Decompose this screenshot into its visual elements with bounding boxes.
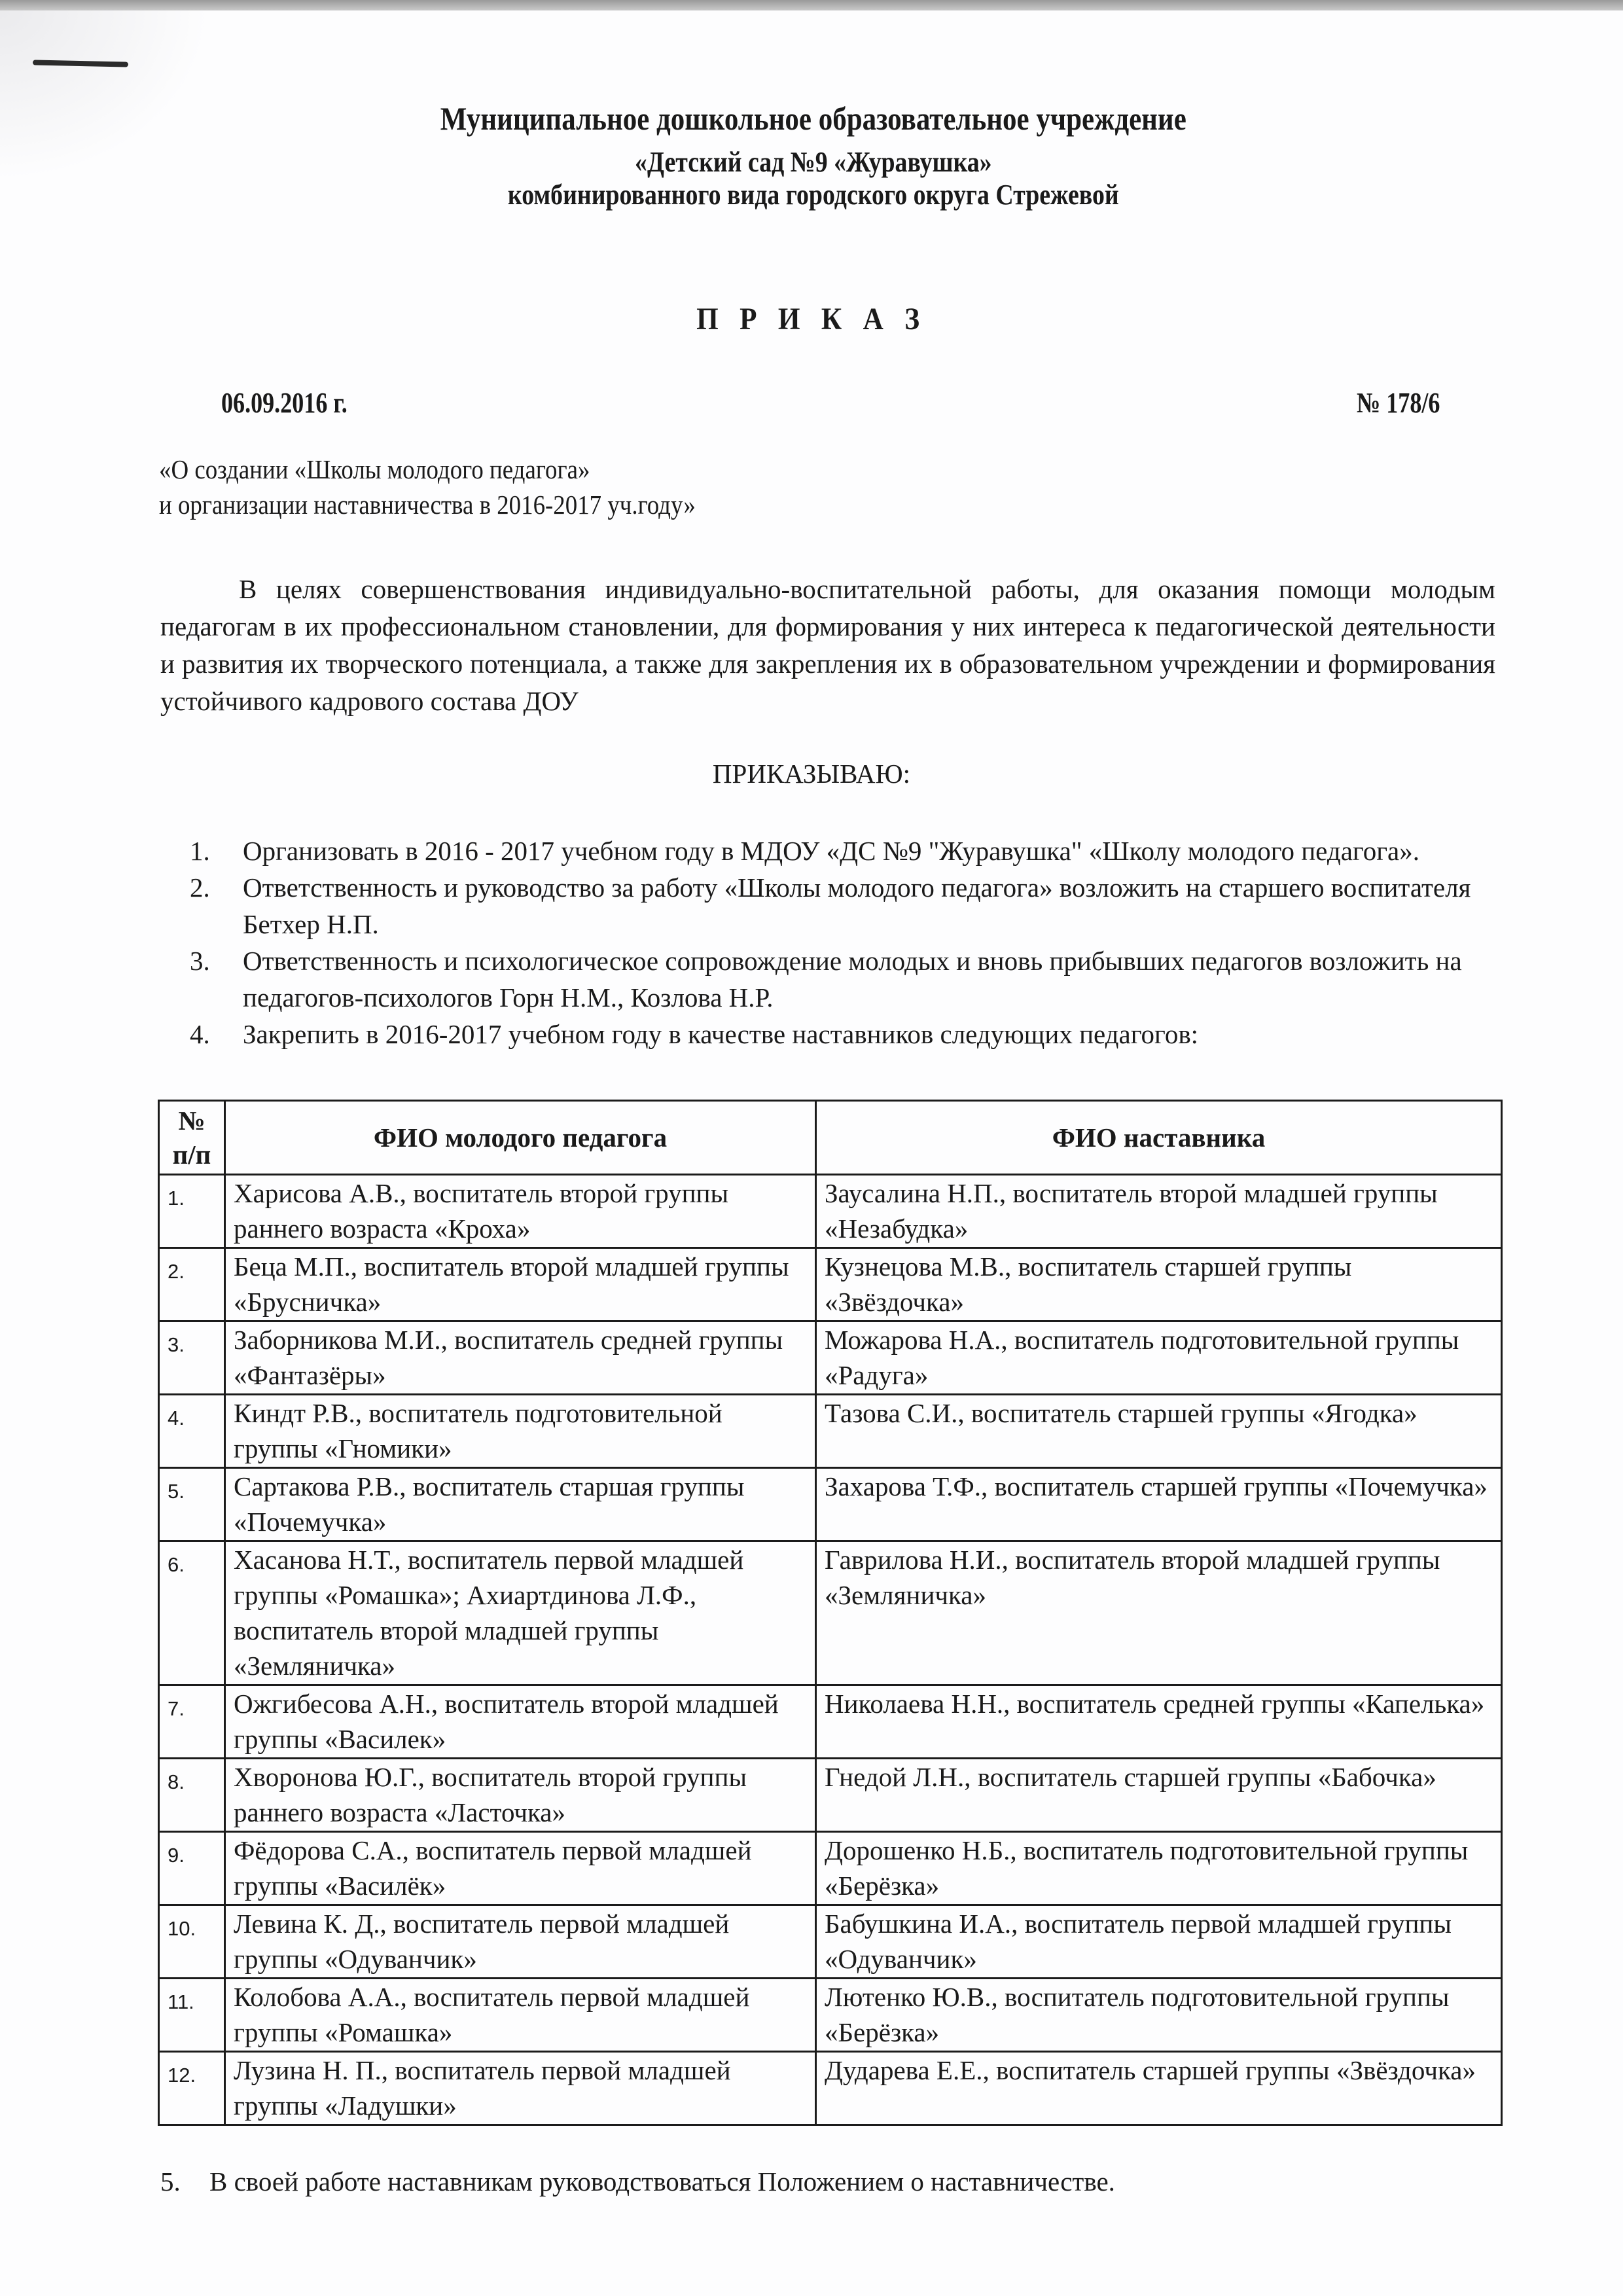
order-item-final [160, 2163, 1115, 2200]
item-text: Закрепить в 2016-2017 учебном году в качестве наставников следующих педагогов: [243, 1019, 1199, 1049]
young-teacher-cell: Беца М.П., воспитатель второй младшей группы «Брусничка» [225, 1248, 816, 1321]
scan-edge-strip [0, 0, 1623, 10]
org-name-line-1: Муниципальное дошкольное образовательное учреждение [440, 100, 1186, 137]
order-items-list [160, 833, 1502, 1052]
young-teacher-cell: Левина К. Д., воспитатель первой младшей группы «Одуванчик» [225, 1905, 816, 1979]
young-teacher-cell: Ожгибесова А.Н., воспитатель второй младшей группы «Василек» [225, 1685, 816, 1759]
mentor-cell: Николаева Н.Н., воспитатель средней группы «Капелька» [816, 1685, 1502, 1759]
header-young-teacher: ФИО молодого педагога [225, 1101, 816, 1175]
young-teacher-cell: Сартакова Р.В., воспитатель старшая группы «Почемучка» [225, 1468, 816, 1541]
mentor-cell: Гнедой Л.Н., воспитатель старшей группы «Бабочка» [816, 1759, 1502, 1832]
order-item [160, 833, 1502, 869]
table-row [159, 1541, 1502, 1685]
row-number: 1. [159, 1175, 225, 1248]
row-number: 8. [159, 1759, 225, 1832]
mentor-cell: Кузнецова М.В., воспитатель старшей группы «Звёздочка» [816, 1248, 1502, 1321]
mentor-cell: Тазова С.И., воспитатель старшей группы «Ягодка» [816, 1395, 1502, 1468]
young-teacher-cell: Харисова А.В., воспитатель второй группы раннего возраста «Кроха» [225, 1175, 816, 1248]
item-text: В своей работе наставникам руководствоваться Положением о наставничестве. [209, 2166, 1115, 2197]
row-number: 3. [159, 1321, 225, 1395]
preamble-paragraph: В целях совершенствования индивидуально-воспитательной работы, для оказания помощи молодым педагогам в их профессиональном становлении, для формирования у них интереса к педагогической деятельности и развития их творческого потенциала, а также для закрепления их в образовательном учреждении и формирования устойчивого кадрового состава ДОУ [160, 574, 1495, 716]
item-number: 3. [190, 946, 210, 976]
young-teacher-cell: Колобова А.А., воспитатель первой младшей группы «Ромашка» [225, 1979, 816, 2052]
order-item [160, 869, 1502, 942]
young-teacher-cell: Фёдорова С.А., воспитатель первой младшей группы «Василёк» [225, 1832, 816, 1905]
table-row [159, 2052, 1502, 2125]
young-teacher-cell: Хворонова Ю.Г., воспитатель второй группы раннего возраста «Ласточка» [225, 1759, 816, 1832]
table-row [159, 1175, 1502, 1248]
item-number: 2. [190, 872, 210, 903]
mentor-cell: Заусалина Н.П., воспитатель второй младшей группы «Незабудка» [816, 1175, 1502, 1248]
row-number: 12. [159, 2052, 225, 2125]
table-row [159, 1468, 1502, 1541]
table-row [159, 1905, 1502, 1979]
mentor-cell: Захарова Т.Ф., воспитатель старшей группы «Почемучка» [816, 1468, 1502, 1541]
row-number: 11. [159, 1979, 225, 2052]
row-number: 6. [159, 1541, 225, 1685]
order-item [160, 1016, 1502, 1052]
item-text: Ответственность и психологическое сопровождение молодых и вновь прибывших педагогов возложить на педагогов-психологов Горн Н.М., Козлова Н.Р. [243, 946, 1462, 1013]
item-text: Организовать в 2016 - 2017 учебном году в МДОУ «ДС №9 "Журавушка" «Школу молодого педагога». [243, 836, 1419, 866]
document-type-title: П Р И К А З [696, 302, 927, 336]
subject-line-2: и организации наставничества в 2016-2017 уч.году» [159, 490, 696, 520]
mentor-cell: Дорошенко Н.Б., воспитатель подготовительной группы «Берёзка» [816, 1832, 1502, 1905]
row-number: 4. [159, 1395, 225, 1468]
young-teacher-cell: Заборникова М.И., воспитатель средней группы «Фантазёры» [225, 1321, 816, 1395]
item-text: Ответственность и руководство за работу «Школы молодого педагога» возложить на старшего воспитателя Бетхер Н.П. [243, 872, 1471, 939]
header-mentor: ФИО наставника [816, 1101, 1502, 1175]
table-row [159, 1395, 1502, 1468]
item-number: 4. [190, 1019, 210, 1049]
order-date: 06.09.2016 г. [221, 387, 348, 419]
row-number: 5. [159, 1468, 225, 1541]
table-row [159, 1979, 1502, 2052]
young-teacher-cell: Хасанова Н.Т., воспитатель первой младшей группы «Ромашка»; Ахиартдинова Л.Ф., воспитатель второй младшей группы «Земляничка» [225, 1541, 816, 1685]
subject-line-1: «О создании «Школы молодого педагога» [159, 454, 590, 484]
young-teacher-cell: Лузина Н. П., воспитатель первой младшей группы «Ладушки» [225, 2052, 816, 2125]
row-number: 2. [159, 1248, 225, 1321]
org-name-line-2: «Детский сад №9 «Журавушка» [635, 146, 992, 178]
mentor-cell: Лютенко Ю.В., воспитатель подготовительной группы «Берёзка» [816, 1979, 1502, 2052]
mentor-cell: Гаврилова Н.И., воспитатель второй младшей группы «Земляничка» [816, 1541, 1502, 1685]
item-number: 1. [190, 836, 210, 866]
header-row-number: № п/п [159, 1101, 225, 1175]
order-number: № 178/6 [1356, 387, 1440, 419]
table-header-row [159, 1101, 1502, 1175]
table-row [159, 1759, 1502, 1832]
order-item [160, 942, 1502, 1016]
table-row [159, 1248, 1502, 1321]
row-number: 9. [159, 1832, 225, 1905]
row-number: 7. [159, 1685, 225, 1759]
orders-heading: ПРИКАЗЫВАЮ: [712, 759, 911, 789]
mentor-cell: Дударева Е.Е., воспитатель старшей группы «Звёздочка» [816, 2052, 1502, 2125]
org-name-line-3: комбинированного вида городского округа Стрежевой [507, 179, 1119, 211]
young-teacher-cell: Киндт Р.В., воспитатель подготовительной группы «Гномики» [225, 1395, 816, 1468]
table-row [159, 1685, 1502, 1759]
mentor-assignment-table [158, 1100, 1503, 2126]
table-row [159, 1832, 1502, 1905]
row-number: 10. [159, 1905, 225, 1979]
item-number: 5. [160, 2166, 181, 2197]
mentor-cell: Бабушкина И.А., воспитатель первой младшей группы «Одуванчик» [816, 1905, 1502, 1979]
mentor-cell: Можарова Н.А., воспитатель подготовительной группы «Радуга» [816, 1321, 1502, 1395]
table-row [159, 1321, 1502, 1395]
order-subject [159, 452, 696, 522]
